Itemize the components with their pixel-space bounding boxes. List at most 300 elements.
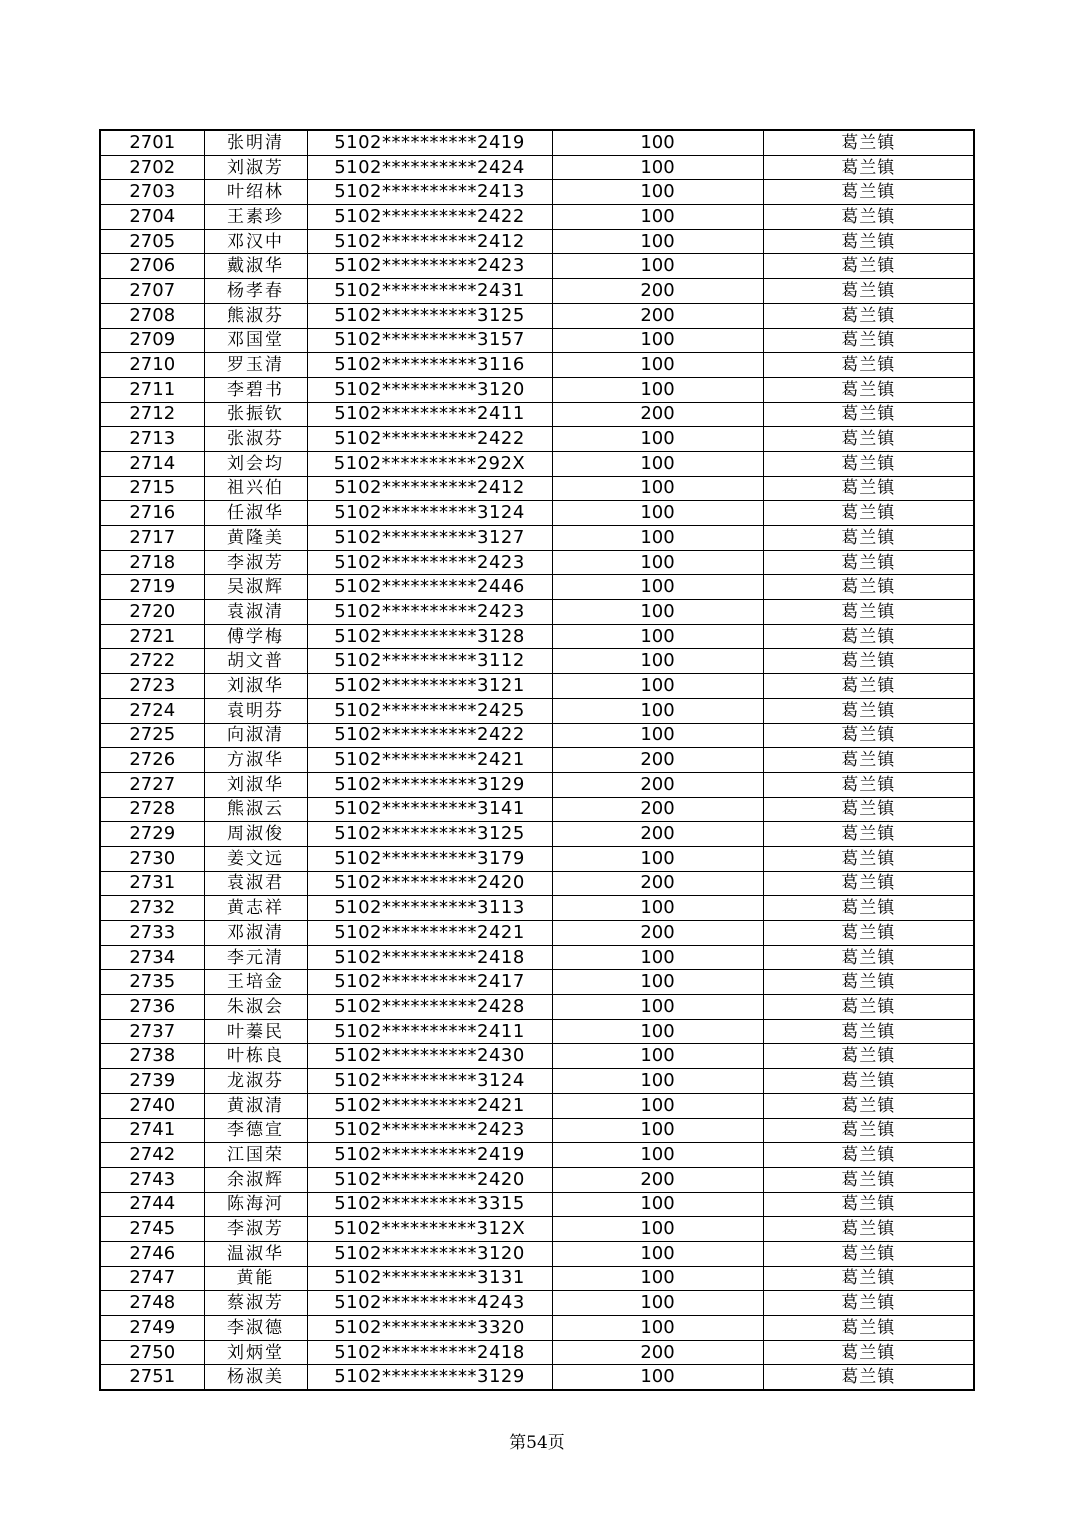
- serial-number-cell: 2711: [100, 377, 204, 402]
- serial-number-cell: 2703: [100, 180, 204, 205]
- name-cell: 叶蓁民: [204, 1019, 307, 1044]
- table-row: [100, 624, 974, 649]
- serial-number-cell: 2750: [100, 1340, 204, 1365]
- serial-number-cell: 2751: [100, 1365, 204, 1390]
- serial-number-cell: 2727: [100, 772, 204, 797]
- amount-cell: 100: [552, 550, 763, 575]
- table-row: [100, 254, 974, 279]
- town-cell: 葛兰镇: [763, 205, 974, 230]
- id-number-cell: 5102**********2413: [307, 180, 552, 205]
- serial-number-cell: 2712: [100, 402, 204, 427]
- table-row: [100, 649, 974, 674]
- id-number-cell: 5102**********3124: [307, 501, 552, 526]
- town-cell: 葛兰镇: [763, 550, 974, 575]
- amount-cell: 100: [552, 649, 763, 674]
- town-cell: 葛兰镇: [763, 674, 974, 699]
- amount-cell: 100: [552, 353, 763, 378]
- id-number-cell: 5102**********312X: [307, 1217, 552, 1242]
- table-row: [100, 797, 974, 822]
- serial-number-cell: 2707: [100, 279, 204, 304]
- table-row: [100, 155, 974, 180]
- serial-number-cell: 2738: [100, 1044, 204, 1069]
- amount-cell: 200: [552, 1340, 763, 1365]
- town-cell: 葛兰镇: [763, 649, 974, 674]
- amount-cell: 100: [552, 328, 763, 353]
- id-number-cell: 5102**********3131: [307, 1266, 552, 1291]
- town-cell: 葛兰镇: [763, 1217, 974, 1242]
- amount-cell: 200: [552, 921, 763, 946]
- town-cell: 葛兰镇: [763, 1093, 974, 1118]
- amount-cell: 100: [552, 723, 763, 748]
- serial-number-cell: 2713: [100, 427, 204, 452]
- town-cell: 葛兰镇: [763, 279, 974, 304]
- table-row: [100, 1118, 974, 1143]
- name-cell: 黄能: [204, 1266, 307, 1291]
- table-row: [100, 279, 974, 304]
- town-cell: 葛兰镇: [763, 600, 974, 625]
- town-cell: 葛兰镇: [763, 698, 974, 723]
- serial-number-cell: 2725: [100, 723, 204, 748]
- id-number-cell: 5102**********3129: [307, 1365, 552, 1390]
- name-cell: 邓淑清: [204, 921, 307, 946]
- serial-number-cell: 2745: [100, 1217, 204, 1242]
- table-row: [100, 427, 974, 452]
- amount-cell: 100: [552, 624, 763, 649]
- id-number-cell: 5102**********3157: [307, 328, 552, 353]
- town-cell: 葛兰镇: [763, 451, 974, 476]
- town-cell: 葛兰镇: [763, 624, 974, 649]
- town-cell: 葛兰镇: [763, 1241, 974, 1266]
- table-row: [100, 476, 974, 501]
- id-number-cell: 5102**********3124: [307, 1069, 552, 1094]
- table-row: [100, 328, 974, 353]
- table-row: [100, 180, 974, 205]
- town-cell: 葛兰镇: [763, 1167, 974, 1192]
- name-cell: 刘会均: [204, 451, 307, 476]
- serial-number-cell: 2724: [100, 698, 204, 723]
- town-cell: 葛兰镇: [763, 921, 974, 946]
- id-number-cell: 5102**********3315: [307, 1192, 552, 1217]
- name-cell: 李德宣: [204, 1118, 307, 1143]
- id-number-cell: 5102**********3129: [307, 772, 552, 797]
- town-cell: 葛兰镇: [763, 846, 974, 871]
- serial-number-cell: 2739: [100, 1069, 204, 1094]
- amount-cell: 100: [552, 945, 763, 970]
- name-cell: 罗玉清: [204, 353, 307, 378]
- name-cell: 余淑辉: [204, 1167, 307, 1192]
- amount-cell: 200: [552, 1167, 763, 1192]
- amount-cell: 100: [552, 427, 763, 452]
- amount-cell: 200: [552, 797, 763, 822]
- town-cell: 葛兰镇: [763, 254, 974, 279]
- amount-cell: 200: [552, 822, 763, 847]
- serial-number-cell: 2736: [100, 995, 204, 1020]
- id-number-cell: 5102**********292X: [307, 451, 552, 476]
- town-cell: 葛兰镇: [763, 748, 974, 773]
- table-row: [100, 526, 974, 551]
- amount-cell: 100: [552, 600, 763, 625]
- table-row: [100, 1093, 974, 1118]
- id-number-cell: 5102**********2446: [307, 575, 552, 600]
- amount-cell: 100: [552, 1316, 763, 1341]
- serial-number-cell: 2706: [100, 254, 204, 279]
- town-cell: 葛兰镇: [763, 1340, 974, 1365]
- town-cell: 葛兰镇: [763, 1316, 974, 1341]
- serial-number-cell: 2716: [100, 501, 204, 526]
- town-cell: 葛兰镇: [763, 723, 974, 748]
- table-row: [100, 1044, 974, 1069]
- roster-table: [99, 129, 975, 1391]
- table-row: [100, 1365, 974, 1390]
- id-number-cell: 5102**********2424: [307, 155, 552, 180]
- town-cell: 葛兰镇: [763, 1266, 974, 1291]
- amount-cell: 100: [552, 1093, 763, 1118]
- name-cell: 张明清: [204, 130, 307, 155]
- town-cell: 葛兰镇: [763, 797, 974, 822]
- table-row: [100, 822, 974, 847]
- amount-cell: 200: [552, 303, 763, 328]
- table-row: [100, 575, 974, 600]
- town-cell: 葛兰镇: [763, 995, 974, 1020]
- id-number-cell: 5102**********2421: [307, 1093, 552, 1118]
- town-cell: 葛兰镇: [763, 1192, 974, 1217]
- name-cell: 温淑华: [204, 1241, 307, 1266]
- amount-cell: 100: [552, 846, 763, 871]
- amount-cell: 200: [552, 279, 763, 304]
- id-number-cell: 5102**********3120: [307, 377, 552, 402]
- name-cell: 袁淑君: [204, 871, 307, 896]
- name-cell: 黄志祥: [204, 896, 307, 921]
- amount-cell: 100: [552, 995, 763, 1020]
- amount-cell: 100: [552, 1118, 763, 1143]
- table-row: [100, 698, 974, 723]
- town-cell: 葛兰镇: [763, 427, 974, 452]
- serial-number-cell: 2720: [100, 600, 204, 625]
- name-cell: 刘淑华: [204, 674, 307, 699]
- amount-cell: 100: [552, 1192, 763, 1217]
- town-cell: 葛兰镇: [763, 476, 974, 501]
- id-number-cell: 5102**********3128: [307, 624, 552, 649]
- amount-cell: 100: [552, 205, 763, 230]
- id-number-cell: 5102**********2422: [307, 427, 552, 452]
- table-row: [100, 1143, 974, 1168]
- table-row: [100, 303, 974, 328]
- town-cell: 葛兰镇: [763, 1291, 974, 1316]
- name-cell: 李淑德: [204, 1316, 307, 1341]
- id-number-cell: 5102**********2430: [307, 1044, 552, 1069]
- amount-cell: 200: [552, 402, 763, 427]
- id-number-cell: 5102**********2420: [307, 1167, 552, 1192]
- name-cell: 李淑芳: [204, 550, 307, 575]
- amount-cell: 100: [552, 970, 763, 995]
- id-number-cell: 5102**********3121: [307, 674, 552, 699]
- amount-cell: 100: [552, 1217, 763, 1242]
- table-row: [100, 501, 974, 526]
- name-cell: 刘炳堂: [204, 1340, 307, 1365]
- name-cell: 朱淑会: [204, 995, 307, 1020]
- serial-number-cell: 2733: [100, 921, 204, 946]
- id-number-cell: 5102**********3125: [307, 303, 552, 328]
- table-row: [100, 921, 974, 946]
- name-cell: 叶绍林: [204, 180, 307, 205]
- serial-number-cell: 2714: [100, 451, 204, 476]
- id-number-cell: 5102**********2423: [307, 600, 552, 625]
- name-cell: 周淑俊: [204, 822, 307, 847]
- town-cell: 葛兰镇: [763, 130, 974, 155]
- amount-cell: 100: [552, 674, 763, 699]
- table-row: [100, 1217, 974, 1242]
- name-cell: 王素珍: [204, 205, 307, 230]
- serial-number-cell: 2749: [100, 1316, 204, 1341]
- amount-cell: 100: [552, 501, 763, 526]
- id-number-cell: 5102**********3127: [307, 526, 552, 551]
- name-cell: 张淑芬: [204, 427, 307, 452]
- name-cell: 姜文远: [204, 846, 307, 871]
- id-number-cell: 5102**********3179: [307, 846, 552, 871]
- amount-cell: 100: [552, 1266, 763, 1291]
- town-cell: 葛兰镇: [763, 871, 974, 896]
- town-cell: 葛兰镇: [763, 402, 974, 427]
- table-row: [100, 896, 974, 921]
- amount-cell: 100: [552, 575, 763, 600]
- table-row: [100, 772, 974, 797]
- id-number-cell: 5102**********2411: [307, 402, 552, 427]
- name-cell: 叶栋良: [204, 1044, 307, 1069]
- town-cell: 葛兰镇: [763, 896, 974, 921]
- amount-cell: 200: [552, 748, 763, 773]
- town-cell: 葛兰镇: [763, 1044, 974, 1069]
- town-cell: 葛兰镇: [763, 1069, 974, 1094]
- amount-cell: 100: [552, 1143, 763, 1168]
- town-cell: 葛兰镇: [763, 1365, 974, 1390]
- serial-number-cell: 2740: [100, 1093, 204, 1118]
- amount-cell: 100: [552, 229, 763, 254]
- name-cell: 杨孝春: [204, 279, 307, 304]
- name-cell: 熊淑芬: [204, 303, 307, 328]
- serial-number-cell: 2701: [100, 130, 204, 155]
- table-row: [100, 674, 974, 699]
- id-number-cell: 5102**********3320: [307, 1316, 552, 1341]
- serial-number-cell: 2709: [100, 328, 204, 353]
- table-row: [100, 451, 974, 476]
- name-cell: 黄淑清: [204, 1093, 307, 1118]
- table-row: [100, 1340, 974, 1365]
- name-cell: 李元清: [204, 945, 307, 970]
- serial-number-cell: 2705: [100, 229, 204, 254]
- page-number: 第54页: [509, 1433, 565, 1453]
- name-cell: 邓国堂: [204, 328, 307, 353]
- id-number-cell: 5102**********2418: [307, 1340, 552, 1365]
- id-number-cell: 5102**********2421: [307, 921, 552, 946]
- table-row: [100, 377, 974, 402]
- town-cell: 葛兰镇: [763, 575, 974, 600]
- id-number-cell: 5102**********2421: [307, 748, 552, 773]
- town-cell: 葛兰镇: [763, 180, 974, 205]
- id-number-cell: 5102**********3116: [307, 353, 552, 378]
- serial-number-cell: 2747: [100, 1266, 204, 1291]
- amount-cell: 100: [552, 1291, 763, 1316]
- amount-cell: 100: [552, 130, 763, 155]
- amount-cell: 200: [552, 772, 763, 797]
- town-cell: 葛兰镇: [763, 353, 974, 378]
- name-cell: 袁明芬: [204, 698, 307, 723]
- town-cell: 葛兰镇: [763, 1143, 974, 1168]
- id-number-cell: 5102**********2418: [307, 945, 552, 970]
- table-row: [100, 995, 974, 1020]
- name-cell: 任淑华: [204, 501, 307, 526]
- name-cell: 陈海河: [204, 1192, 307, 1217]
- id-number-cell: 5102**********2422: [307, 205, 552, 230]
- name-cell: 方淑华: [204, 748, 307, 773]
- id-number-cell: 5102**********3125: [307, 822, 552, 847]
- town-cell: 葛兰镇: [763, 970, 974, 995]
- town-cell: 葛兰镇: [763, 377, 974, 402]
- name-cell: 龙淑芬: [204, 1069, 307, 1094]
- id-number-cell: 5102**********2417: [307, 970, 552, 995]
- table-row: [100, 871, 974, 896]
- amount-cell: 100: [552, 526, 763, 551]
- table-row: [100, 205, 974, 230]
- table-row: [100, 970, 974, 995]
- town-cell: 葛兰镇: [763, 501, 974, 526]
- table-row: [100, 130, 974, 155]
- name-cell: 李淑芳: [204, 1217, 307, 1242]
- serial-number-cell: 2718: [100, 550, 204, 575]
- table-row: [100, 1316, 974, 1341]
- id-number-cell: 5102**********2423: [307, 550, 552, 575]
- name-cell: 刘淑芳: [204, 155, 307, 180]
- name-cell: 戴淑华: [204, 254, 307, 279]
- id-number-cell: 5102**********2423: [307, 254, 552, 279]
- id-number-cell: 5102**********3120: [307, 1241, 552, 1266]
- serial-number-cell: 2729: [100, 822, 204, 847]
- amount-cell: 100: [552, 476, 763, 501]
- town-cell: 葛兰镇: [763, 1019, 974, 1044]
- serial-number-cell: 2722: [100, 649, 204, 674]
- serial-number-cell: 2737: [100, 1019, 204, 1044]
- table-row: [100, 402, 974, 427]
- serial-number-cell: 2726: [100, 748, 204, 773]
- town-cell: 葛兰镇: [763, 1118, 974, 1143]
- amount-cell: 100: [552, 1365, 763, 1390]
- town-cell: 葛兰镇: [763, 772, 974, 797]
- table-row: [100, 1167, 974, 1192]
- id-number-cell: 5102**********4243: [307, 1291, 552, 1316]
- serial-number-cell: 2717: [100, 526, 204, 551]
- name-cell: 祖兴伯: [204, 476, 307, 501]
- amount-cell: 100: [552, 698, 763, 723]
- town-cell: 葛兰镇: [763, 328, 974, 353]
- amount-cell: 100: [552, 896, 763, 921]
- name-cell: 刘淑华: [204, 772, 307, 797]
- name-cell: 吴淑辉: [204, 575, 307, 600]
- table-row: [100, 1266, 974, 1291]
- serial-number-cell: 2748: [100, 1291, 204, 1316]
- table-row: [100, 600, 974, 625]
- table-row: [100, 229, 974, 254]
- serial-number-cell: 2731: [100, 871, 204, 896]
- id-number-cell: 5102**********2423: [307, 1118, 552, 1143]
- table-row: [100, 1192, 974, 1217]
- serial-number-cell: 2743: [100, 1167, 204, 1192]
- table-row: [100, 945, 974, 970]
- name-cell: 熊淑云: [204, 797, 307, 822]
- id-number-cell: 5102**********2419: [307, 1143, 552, 1168]
- serial-number-cell: 2730: [100, 846, 204, 871]
- serial-number-cell: 2715: [100, 476, 204, 501]
- amount-cell: 100: [552, 451, 763, 476]
- name-cell: 李碧书: [204, 377, 307, 402]
- name-cell: 胡文普: [204, 649, 307, 674]
- table-row: [100, 1241, 974, 1266]
- id-number-cell: 5102**********2420: [307, 871, 552, 896]
- id-number-cell: 5102**********3141: [307, 797, 552, 822]
- table-row: [100, 550, 974, 575]
- amount-cell: 200: [552, 871, 763, 896]
- town-cell: 葛兰镇: [763, 526, 974, 551]
- amount-cell: 100: [552, 1019, 763, 1044]
- serial-number-cell: 2732: [100, 896, 204, 921]
- amount-cell: 100: [552, 254, 763, 279]
- name-cell: 黄隆美: [204, 526, 307, 551]
- serial-number-cell: 2746: [100, 1241, 204, 1266]
- name-cell: 傅学梅: [204, 624, 307, 649]
- id-number-cell: 5102**********2412: [307, 476, 552, 501]
- amount-cell: 100: [552, 1044, 763, 1069]
- amount-cell: 100: [552, 1069, 763, 1094]
- serial-number-cell: 2728: [100, 797, 204, 822]
- table-row: [100, 1019, 974, 1044]
- serial-number-cell: 2735: [100, 970, 204, 995]
- town-cell: 葛兰镇: [763, 822, 974, 847]
- table-row: [100, 353, 974, 378]
- amount-cell: 100: [552, 377, 763, 402]
- name-cell: 袁淑清: [204, 600, 307, 625]
- id-number-cell: 5102**********2419: [307, 130, 552, 155]
- id-number-cell: 5102**********3112: [307, 649, 552, 674]
- table-row: [100, 723, 974, 748]
- serial-number-cell: 2702: [100, 155, 204, 180]
- serial-number-cell: 2723: [100, 674, 204, 699]
- id-number-cell: 5102**********2411: [307, 1019, 552, 1044]
- serial-number-cell: 2721: [100, 624, 204, 649]
- table-row: [100, 748, 974, 773]
- id-number-cell: 5102**********3113: [307, 896, 552, 921]
- roster-table-body: [100, 130, 974, 1390]
- id-number-cell: 5102**********2428: [307, 995, 552, 1020]
- id-number-cell: 5102**********2422: [307, 723, 552, 748]
- serial-number-cell: 2744: [100, 1192, 204, 1217]
- serial-number-cell: 2710: [100, 353, 204, 378]
- table-row: [100, 1291, 974, 1316]
- table-row: [100, 846, 974, 871]
- name-cell: 杨淑美: [204, 1365, 307, 1390]
- serial-number-cell: 2734: [100, 945, 204, 970]
- name-cell: 蔡淑芳: [204, 1291, 307, 1316]
- name-cell: 王培金: [204, 970, 307, 995]
- name-cell: 江国荣: [204, 1143, 307, 1168]
- name-cell: 张振钦: [204, 402, 307, 427]
- town-cell: 葛兰镇: [763, 229, 974, 254]
- id-number-cell: 5102**********2425: [307, 698, 552, 723]
- table-row: [100, 1069, 974, 1094]
- serial-number-cell: 2708: [100, 303, 204, 328]
- amount-cell: 100: [552, 1241, 763, 1266]
- serial-number-cell: 2704: [100, 205, 204, 230]
- name-cell: 向淑清: [204, 723, 307, 748]
- id-number-cell: 5102**********2412: [307, 229, 552, 254]
- name-cell: 邓汉中: [204, 229, 307, 254]
